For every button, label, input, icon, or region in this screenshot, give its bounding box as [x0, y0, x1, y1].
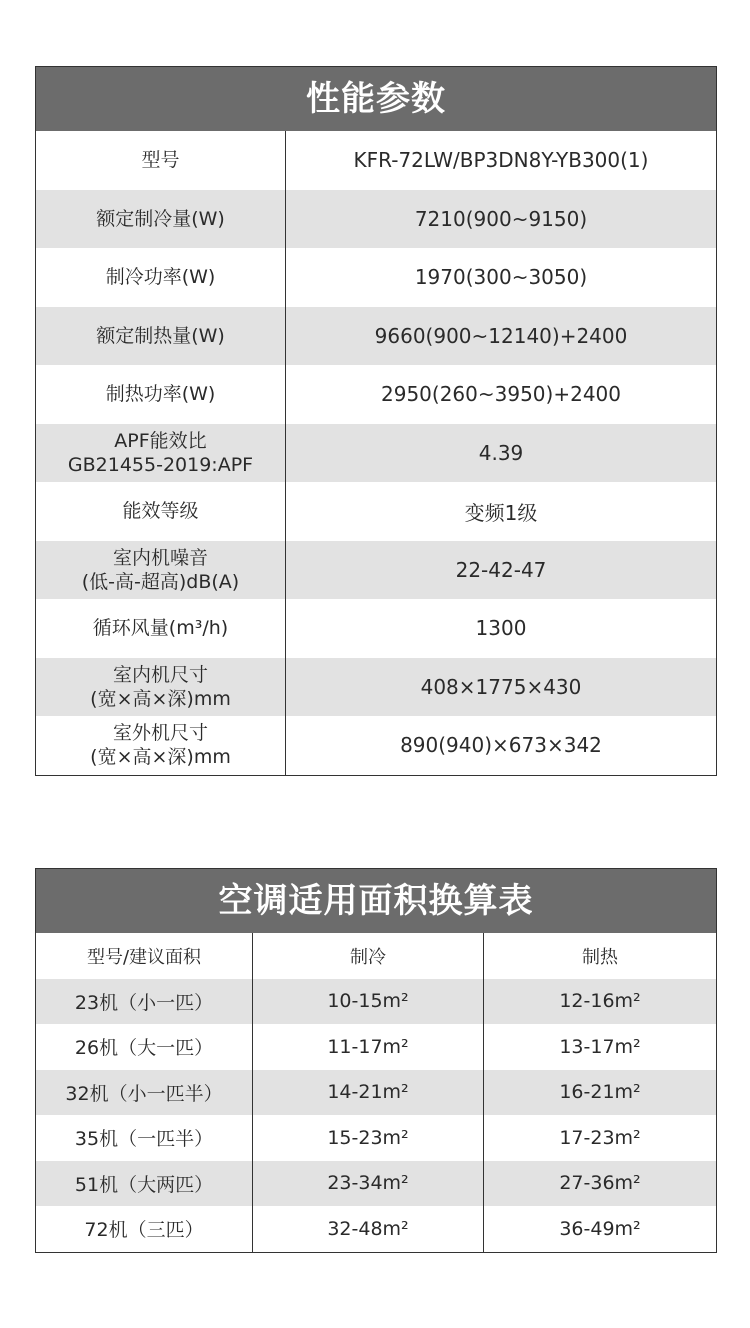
- spec-row: [36, 365, 716, 424]
- spec-table: [35, 66, 717, 776]
- spec-label: [36, 190, 286, 249]
- spec-value: 9660(900~12140)+2400: [374, 323, 628, 348]
- spec-label: [36, 482, 286, 541]
- spec-label: [36, 424, 286, 483]
- spec-label-line: 室内机噪音: [112, 546, 208, 569]
- area-model-cell: 51机（大两匹）: [36, 1161, 253, 1207]
- area-model-cell: 23机（小一匹）: [36, 979, 253, 1025]
- spec-label: [36, 365, 286, 424]
- spec-label: [36, 307, 286, 366]
- spec-row: [36, 541, 716, 600]
- area-table-header-row: [36, 933, 716, 979]
- area-model-cell: 32机（小一匹半）: [36, 1070, 253, 1116]
- area-row: [36, 979, 716, 1025]
- spec-row: [36, 424, 716, 483]
- area-cool-cell: 10-15m²: [253, 979, 484, 1025]
- area-row: [36, 1115, 716, 1161]
- area-cool-cell: 32-48m²: [253, 1206, 484, 1252]
- spec-label: [36, 131, 286, 190]
- spec-label-line: 室外机尺寸: [112, 722, 208, 745]
- spec-label-line: APF能效比: [114, 429, 207, 452]
- spec-label-line: (宽×高×深)mm: [90, 687, 231, 710]
- spec-label: [36, 541, 286, 600]
- spec-row: [36, 190, 716, 249]
- area-cool-cell: 15-23m²: [253, 1115, 484, 1161]
- area-rows: [36, 979, 716, 1252]
- area-table-title: 空调适用面积换算表: [36, 869, 716, 933]
- area-header-cool: 制冷: [253, 933, 484, 979]
- area-heat-cell: 36-49m²: [559, 1217, 641, 1240]
- spec-label-line: 制冷功率(W): [105, 266, 216, 289]
- spec-label-line: 循环风量(m³/h): [92, 617, 229, 640]
- spec-label-line: GB21455-2019:APF: [67, 453, 254, 476]
- area-heat-cell: 12-16m²: [559, 990, 641, 1013]
- area-model-cell: 72机（三匹）: [36, 1206, 253, 1252]
- spec-label-line: (低-高-超高)dB(A): [81, 570, 240, 593]
- spec-row: [36, 658, 716, 717]
- spec-label: [36, 716, 286, 775]
- area-heat-cell: 13-17m²: [559, 1035, 641, 1058]
- area-heat-cell: 17-23m²: [559, 1126, 641, 1149]
- spec-label: [36, 248, 286, 307]
- spec-value: 22-42-47: [455, 557, 547, 582]
- area-row: [36, 1024, 716, 1070]
- spec-label-line: 能效等级: [122, 500, 199, 523]
- spec-row: [36, 716, 716, 775]
- area-model-cell: 35机（一匹半）: [36, 1115, 253, 1161]
- spec-value: 4.39: [478, 440, 524, 465]
- spec-row: [36, 482, 716, 541]
- spec-value: 408×1775×430: [420, 674, 582, 699]
- area-model-cell: 26机（大一匹）: [36, 1024, 253, 1070]
- spec-table-title: 性能参数: [36, 67, 716, 131]
- spec-label-line: 额定制冷量(W): [96, 207, 225, 230]
- spec-row: [36, 599, 716, 658]
- area-cool-cell: 23-34m²: [253, 1161, 484, 1207]
- area-row: [36, 1161, 716, 1207]
- area-row: [36, 1206, 716, 1252]
- area-table: [35, 868, 717, 1253]
- spec-value: 890(940)×673×342: [400, 733, 602, 758]
- spec-rows: [36, 131, 716, 775]
- spec-label-line: (宽×高×深)mm: [90, 746, 231, 769]
- spec-value: KFR-72LW/BP3DN8Y-YB300(1): [353, 148, 649, 173]
- spec-label-line: 室内机尺寸: [112, 663, 208, 686]
- spec-value: 1300: [475, 616, 527, 641]
- spec-value: 7210(900~9150): [414, 206, 588, 231]
- spec-row: [36, 131, 716, 190]
- area-header-heat: 制热: [582, 946, 618, 968]
- spec-value: 变频1级: [464, 500, 538, 525]
- spec-value: 2950(260~3950)+2400: [381, 382, 621, 407]
- area-cool-cell: 11-17m²: [253, 1024, 484, 1070]
- area-cool-cell: 14-21m²: [253, 1070, 484, 1116]
- spec-label-line: 额定制热量(W): [96, 324, 225, 347]
- spec-row: [36, 248, 716, 307]
- spec-value: 1970(300~3050): [414, 265, 588, 290]
- spec-label: [36, 658, 286, 717]
- area-row: [36, 1070, 716, 1116]
- spec-label-line: 制热功率(W): [105, 383, 216, 406]
- area-heat-cell: 16-21m²: [559, 1081, 641, 1104]
- spec-label: [36, 599, 286, 658]
- area-heat-cell: 27-36m²: [559, 1172, 641, 1195]
- spec-label-line: 型号: [141, 149, 180, 172]
- spec-row: [36, 307, 716, 366]
- area-header-model: 型号/建议面积: [36, 933, 253, 979]
